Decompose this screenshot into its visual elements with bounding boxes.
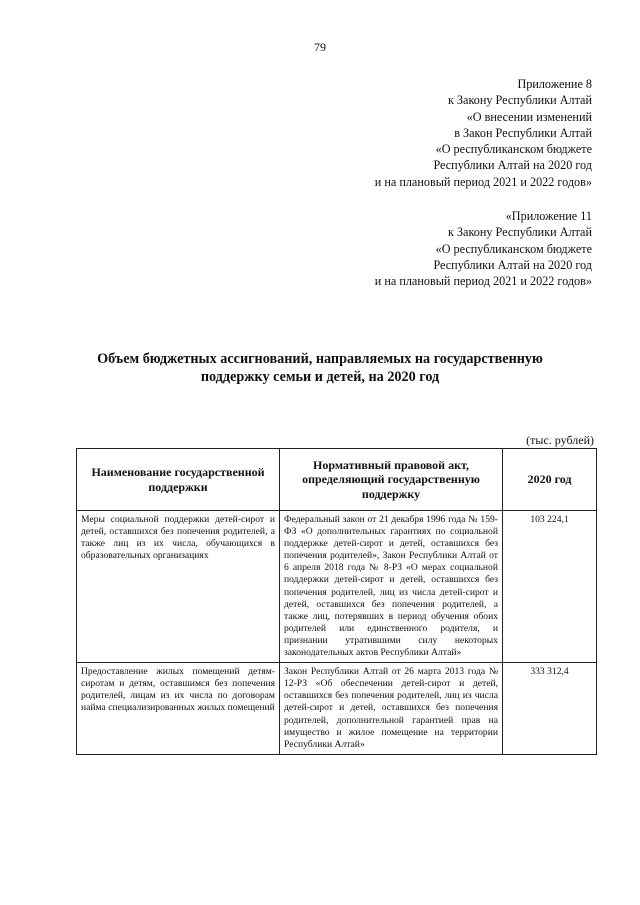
appendix-header-line: «О внесении изменений [466, 109, 592, 124]
column-header-legal-act: Нормативный правовой акт, определяющий государственную поддержку [280, 449, 503, 511]
column-header-support-name: Наименование государственной поддержки [77, 449, 280, 511]
legal-act-cell: Закон Республики Алтай от 26 марта 2013 года № 12-РЗ «Об обеспечении детей-сирот и детей, оставшихся без попечения родителей, лиц из числа детей-сирот и детей, оставшихся без попечения родителей, дополнительной гарантией прав на имущество и жилое помещение на территории Республики Алтай» [280, 663, 503, 755]
table-row [77, 511, 597, 663]
support-allocation-table [76, 448, 597, 755]
appendix-header-line: «О республиканском бюджете [435, 142, 592, 157]
appendix-header-line: и на плановый период 2021 и 2022 годов» [374, 174, 592, 189]
page-number: 79 [314, 40, 326, 54]
appendix-header-line: к Закону Республики Алтай [447, 93, 592, 108]
document-title-line: поддержку семьи и детей, на 2020 год [200, 368, 440, 385]
appendix-header-line: Приложение 8 [517, 77, 592, 91]
appendix-original-line: «Приложение 11 [505, 209, 592, 223]
appendix-original-header [375, 208, 592, 289]
support-name-cell: Предоставление жилых помещений детям-сиротам и детям, оставшимся без попечения родителей, лицам из их числа по договорам найма специализированных жилых помещений [77, 663, 280, 755]
amount-cell: 103 224,1 [503, 511, 597, 663]
support-name-cell: Меры социальной поддержки детей-сирот и детей, оставшихся без попечения родителей, а также лиц из их числа, обучающихся в образовательных организациях [77, 511, 280, 663]
units-note: (тыс. рублей) [526, 433, 594, 447]
appendix-original-line: к Закону Республики Алтай [447, 225, 592, 240]
appendix-original-line: «О республиканском бюджете [435, 241, 592, 256]
table-row [77, 663, 597, 755]
legal-act-cell: Федеральный закон от 21 декабря 1996 года № 159-ФЗ «О дополнительных гарантиях по социальной поддержке детей-сирот и детей, оставшихся без попечения родителей», Закон Республики Алтай от 6 апреля 2018 года № 8-РЗ «О мерах социальной поддержки детей-сирот и детей, оставшихся без попечения родителей, лиц из числа детей-сирот и детей, оставшихся без попечения родителей, а также лиц, потерявших в период обучения обоих родителей или единственного родителя, и признании утратившими силу некоторых законодательных актов Республики Алтай» [280, 511, 503, 663]
table-header-row [77, 449, 597, 511]
column-header-year-2020: 2020 год [503, 449, 597, 511]
document-title-line: Объем бюджетных ассигнований, направляемых на государственную [97, 351, 543, 367]
appendix-original-line: и на плановый период 2021 и 2022 годов» [374, 274, 592, 289]
appendix-header-line: в Закон Республики Алтай [454, 125, 592, 140]
document-title [0, 351, 640, 386]
appendix-original-line: Республики Алтай на 2020 год [433, 257, 592, 272]
amount-cell: 333 312,4 [503, 663, 597, 755]
appendix-header [375, 76, 592, 190]
appendix-header-line: Республики Алтай на 2020 год [433, 158, 592, 173]
